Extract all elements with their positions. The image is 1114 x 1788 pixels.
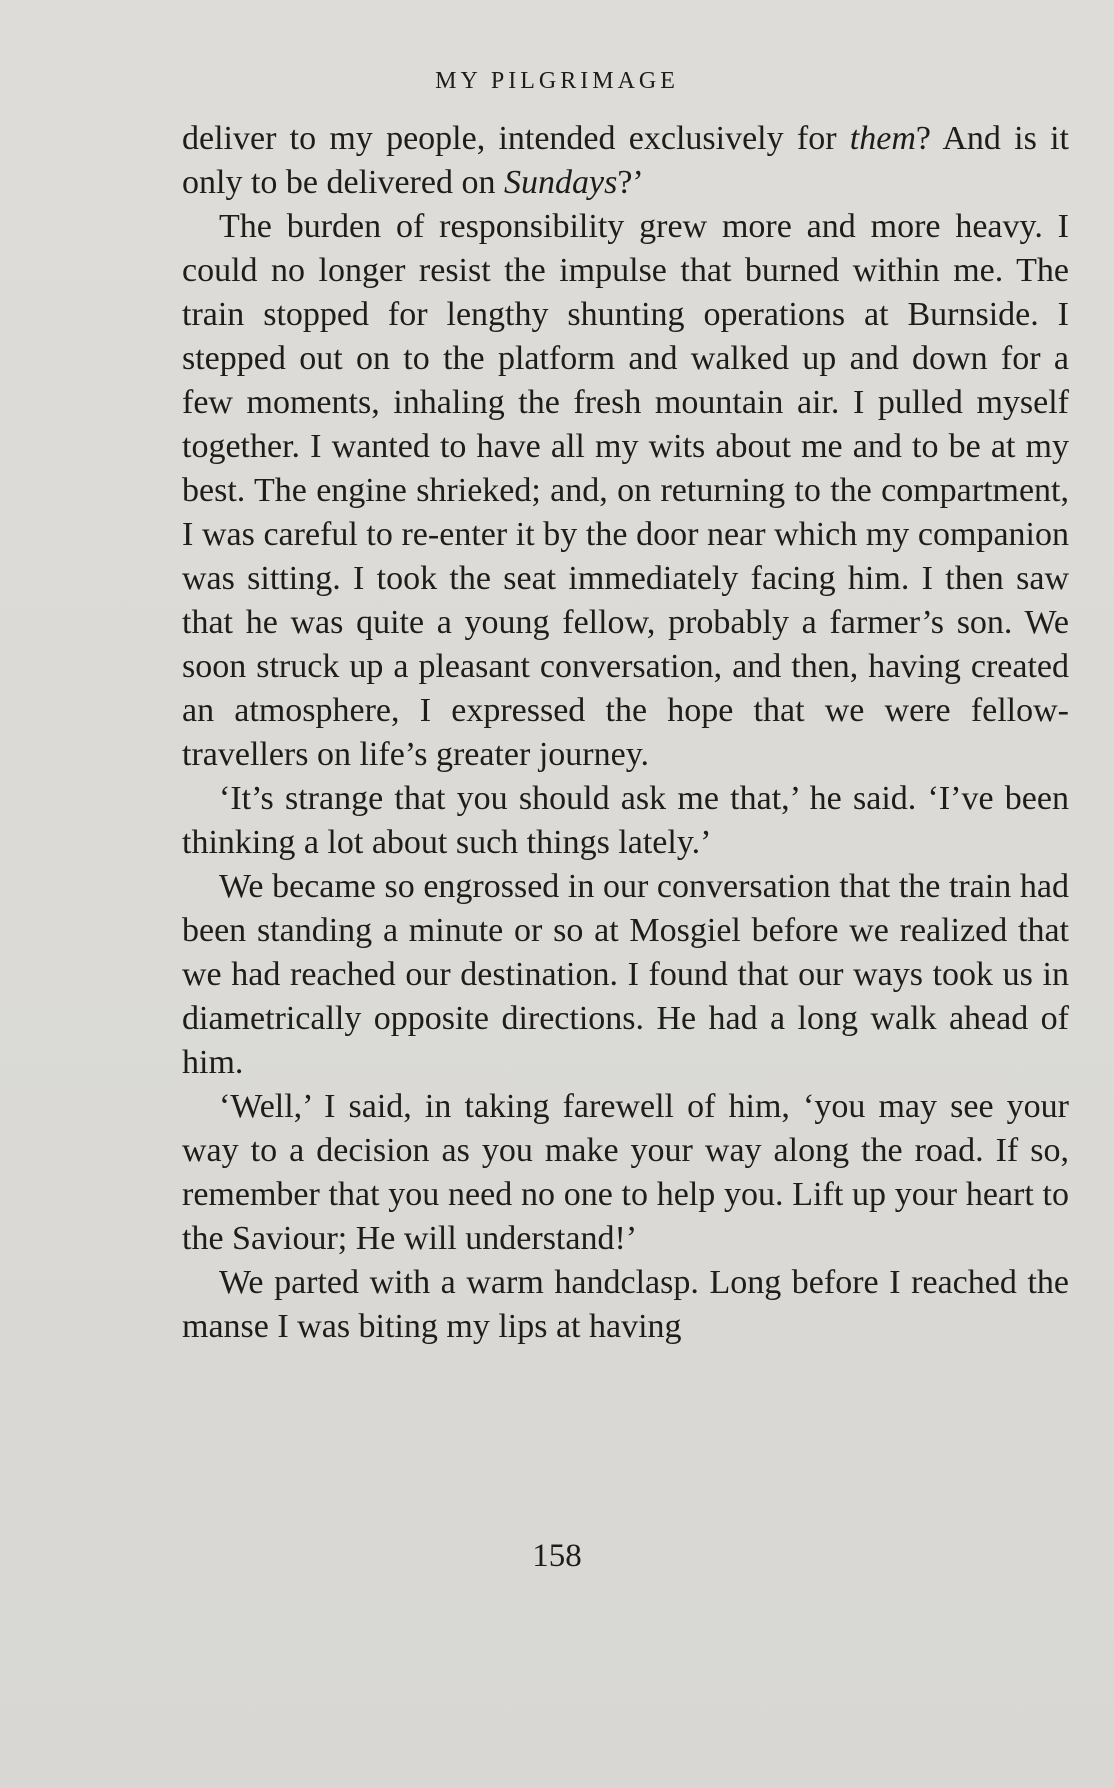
paragraph-1 [182,117,1069,205]
paragraph-6: We parted with a warm handclasp. Long before I reached the manse I was biting my lips at having [182,1264,1069,1345]
page-number: 158 [532,1538,582,1574]
text-run-italic: Sundays [503,164,618,201]
text-run-italic: them [849,120,916,157]
text-run: ?’ [617,164,644,201]
paragraph-2: The burden of responsibility grew more and more heavy. I could no longer resist the impulse that burned within me. The train stopped for lengthy shunting operations at Burnside. I stepped out on to the platform and walked up and down for a few moments, inhaling the fresh mountain air. I pulled myself together. I wanted to have all my wits about me and to be at my best. The engine shrieked; and, on returning to the compartment, I was careful to re-enter it by the door near which my companion was sitting. I took the seat immediately facing him. I then saw that he was quite a young fellow, probably a farmer’s son. We soon struck up a pleasant conversation, and then, having created an atmosphere, I expressed the hope that we were fellow-travellers on life’s greater journey. [182,208,1069,773]
body-text [182,117,1069,1349]
running-head: MY PILGRIMAGE [435,68,679,94]
text-run: deliver to my people, intended exclusively for [182,120,850,157]
paragraph-4: We became so engrossed in our conversation that the train had been standing a minute or so at Mosgiel before we realized that we had reached our destination. I found that our ways took us in diametrically opposite directions. He had a long walk ahead of him. [182,868,1069,1081]
paragraph-5: ‘Well,’ I said, in taking farewell of him, ‘you may see your way to a decision as you make your way along the road. If so, remember that you need no one to help you. Lift up your heart to the Saviour; He will understand!’ [182,1088,1069,1257]
paragraph-3: ‘It’s strange that you should ask me that,’ he said. ‘I’ve been thinking a lot about such things lately.’ [182,780,1069,861]
text-run: ? And is it only to be delivered on [182,120,1070,201]
